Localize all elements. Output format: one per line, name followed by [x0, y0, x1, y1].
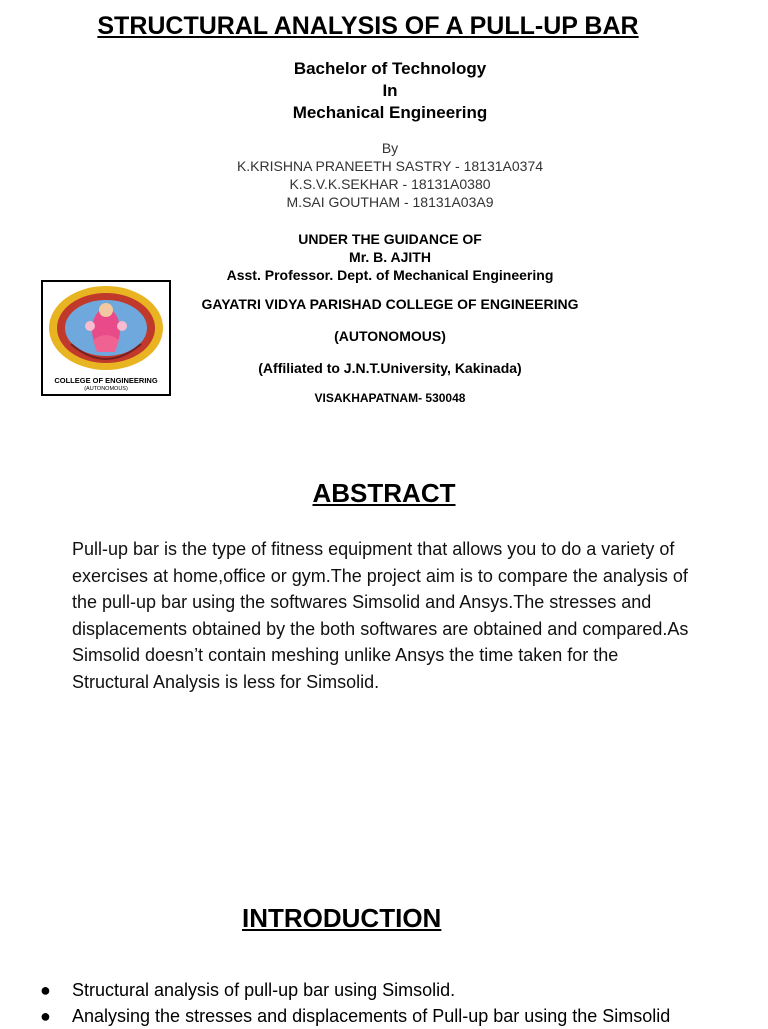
abstract-line: exercises at home,office or gym.The project aim is to compare the analysis of — [72, 565, 688, 586]
logo-caption-sub: (AUTONOMOUS) — [84, 386, 128, 392]
guide-designation: Asst. Professor. Dept. of Mechanical Engineering — [226, 267, 554, 283]
bullet-icon: ● — [40, 980, 51, 1000]
abstract-line: Simsolid doesn’t contain meshing unlike Ansys the time taken for the — [72, 645, 619, 666]
college-status: (AUTONOMOUS) — [334, 328, 446, 344]
logo-caption: COLLEGE OF ENGINEERING — [54, 376, 158, 385]
author-line: K.KRISHNA PRANEETH SASTRY - 18131A0374 — [236, 158, 544, 174]
introduction-heading: INTRODUCTION — [242, 903, 442, 933]
abstract-line: Structural Analysis is less for Simsolid. — [72, 671, 380, 692]
abstract-line: the pull-up bar using the softwares Simsolid and Ansys.The stresses and — [72, 592, 652, 613]
college-emblem-icon — [43, 282, 169, 394]
abstract-heading: ABSTRACT — [312, 478, 456, 508]
by-label: By — [381, 140, 399, 156]
guidance-heading: UNDER THE GUIDANCE OF — [298, 231, 482, 247]
degree-line: Mechanical Engineering — [292, 103, 488, 122]
degree-block — [0, 58, 768, 124]
abstract-line: displacements obtained by the both softwares are obtained and compared.As — [72, 618, 689, 639]
guide-name: Mr. B. AJITH — [349, 249, 431, 265]
abstract-paragraph — [72, 536, 742, 696]
college-logo — [41, 280, 171, 396]
author-line: M.SAI GOUTHAM - 18131A03A9 — [286, 194, 494, 210]
list-item-text: Structural analysis of pull-up bar using Simsolid. — [72, 980, 456, 1000]
document-title: STRUCTURAL ANALYSIS OF A PULL-UP BAR — [97, 12, 639, 40]
list-item-text: Analysing the stresses and displacements of Pull-up bar using the Simsolid — [72, 1006, 671, 1026]
college-location: VISAKHAPATNAM- 530048 — [314, 391, 466, 405]
bullet-icon: ● — [40, 1006, 51, 1026]
list-item — [40, 1003, 760, 1029]
authors-block — [0, 139, 768, 211]
degree-line: Bachelor of Technology — [293, 59, 487, 78]
author-line: K.S.V.K.SEKHAR - 18131A0380 — [289, 176, 491, 192]
college-affiliation: (Affiliated to J.N.T.University, Kakinada) — [258, 360, 522, 376]
guidance-block — [0, 230, 768, 284]
college-name: GAYATRI VIDYA PARISHAD COLLEGE OF ENGINEERING — [201, 296, 579, 312]
degree-line: In — [382, 81, 398, 100]
introduction-list — [40, 977, 760, 1029]
abstract-line: Pull-up bar is the type of fitness equipment that allows you to do a variety of — [72, 539, 675, 559]
list-item — [40, 977, 760, 1003]
